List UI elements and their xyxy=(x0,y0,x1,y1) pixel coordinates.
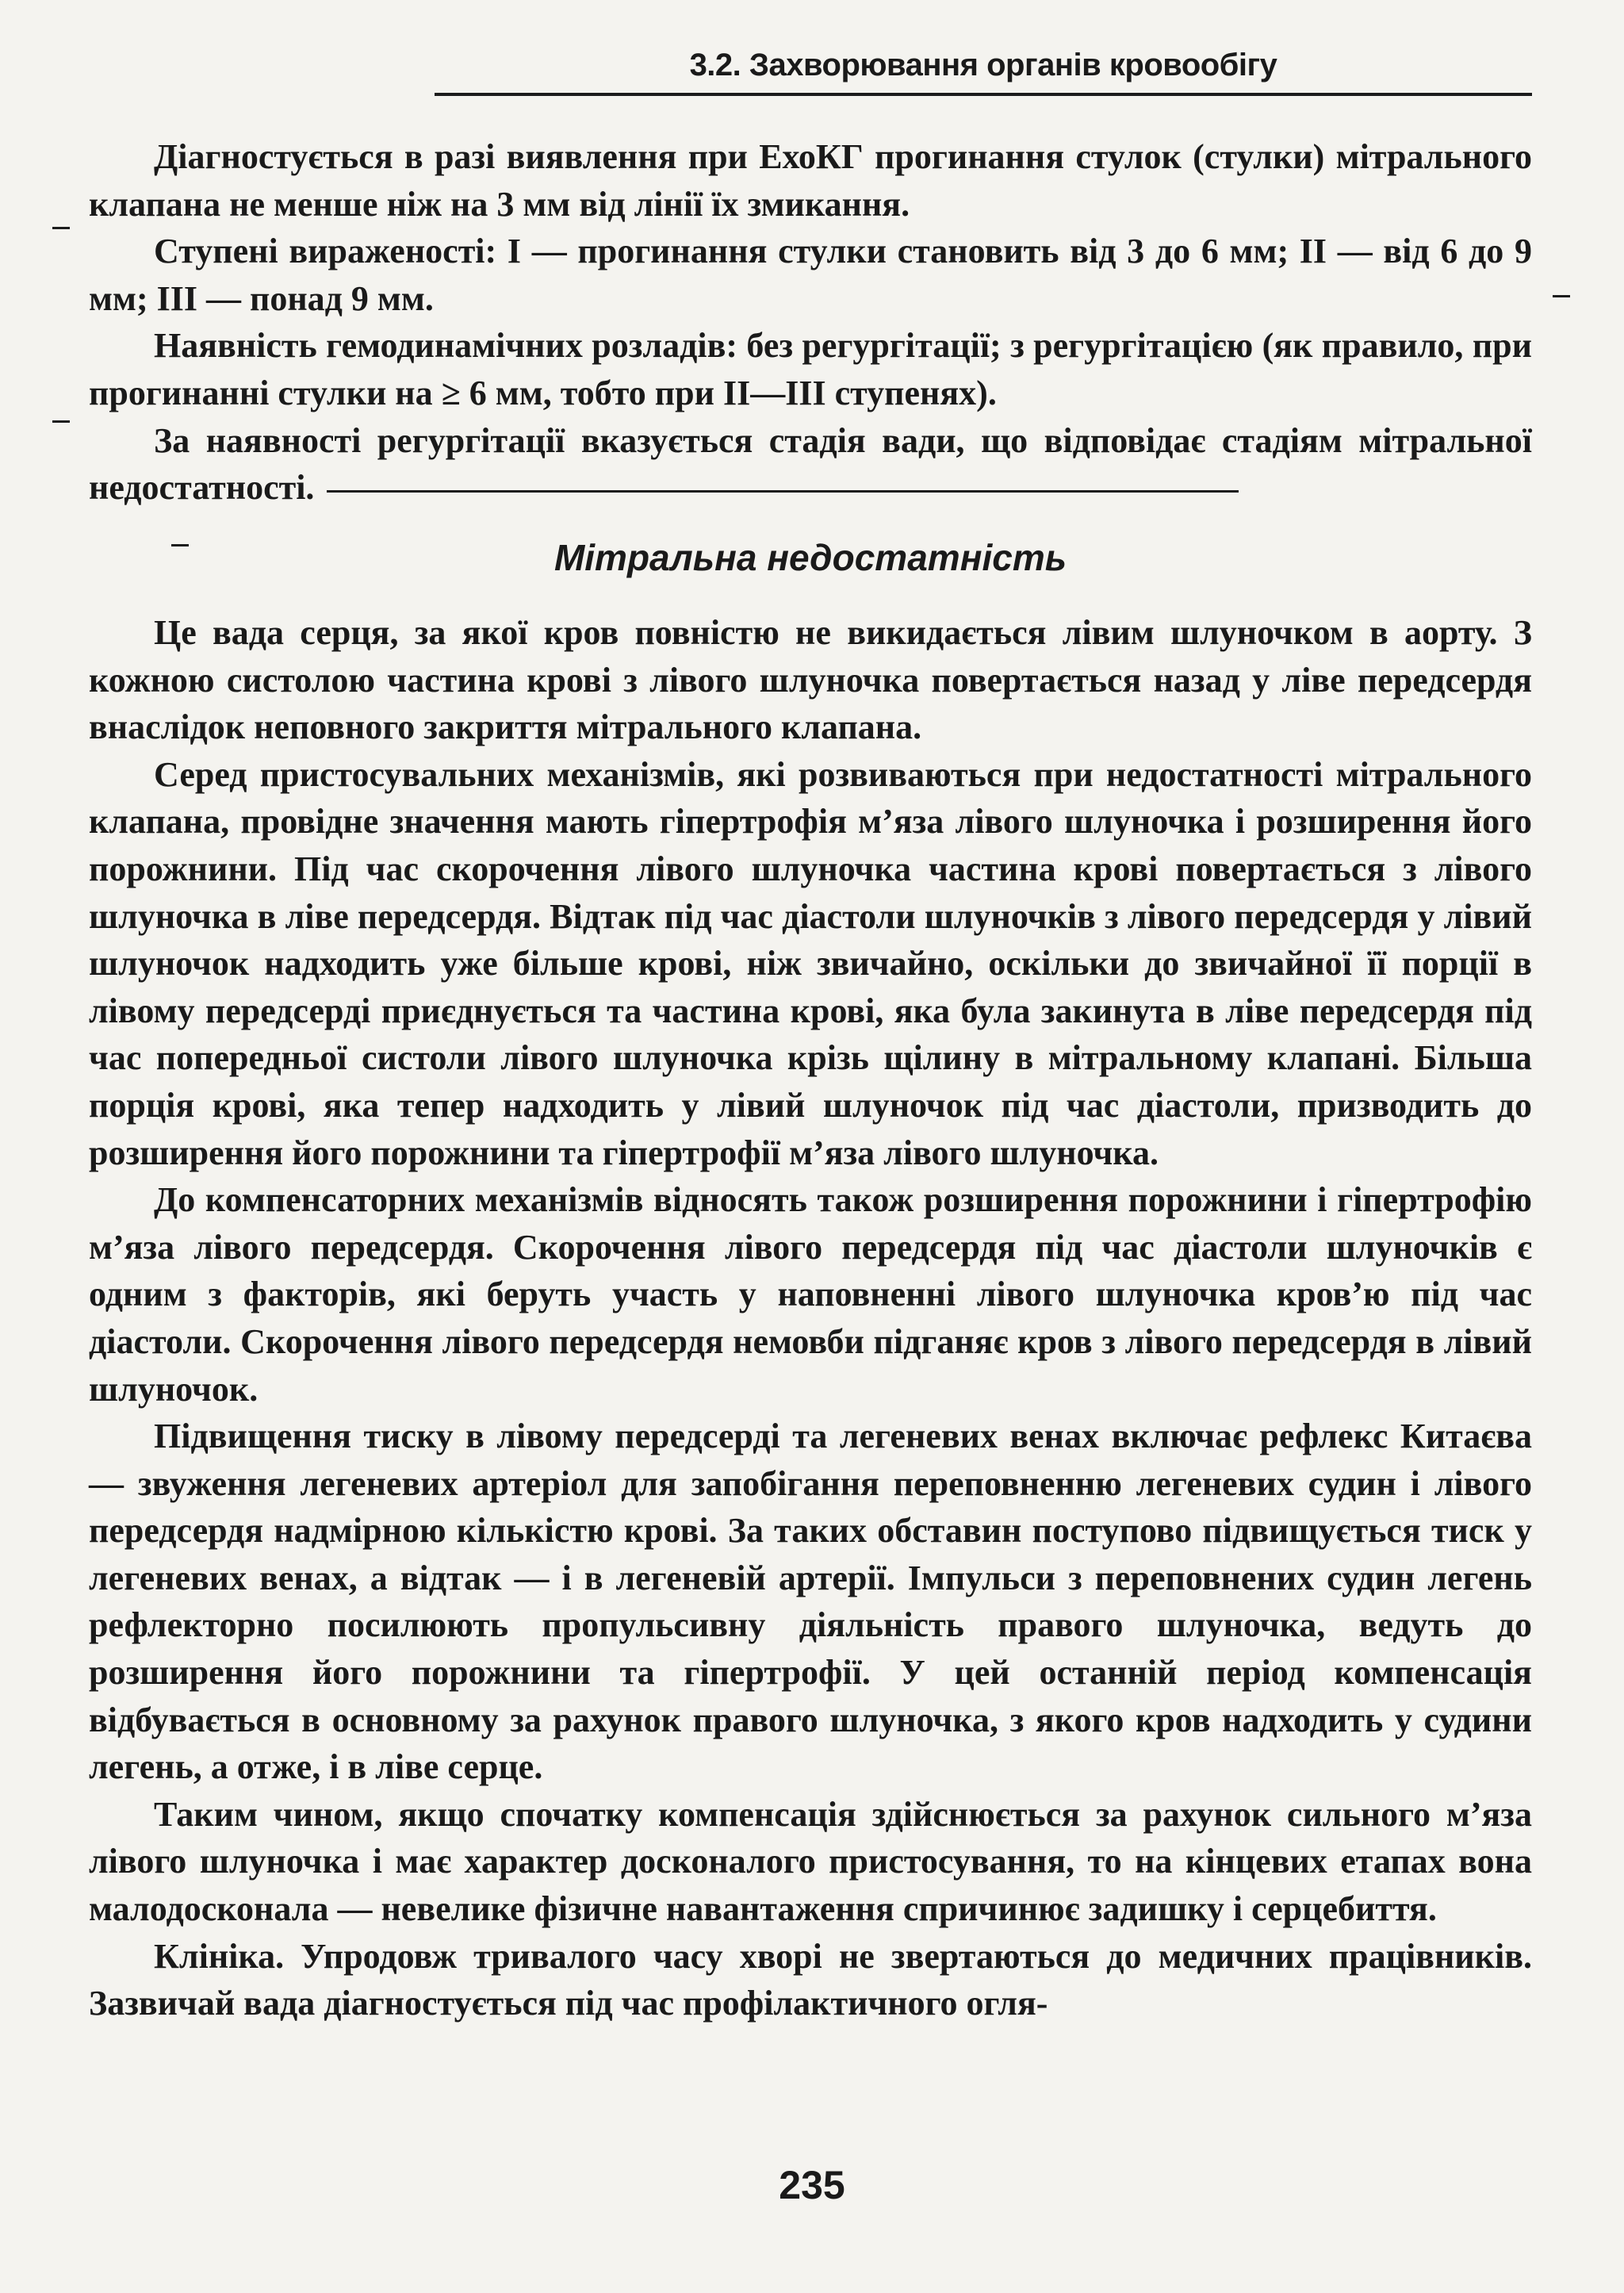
running-head-title: 3.2. Захворювання органів кровообігу xyxy=(435,48,1532,96)
margin-mark xyxy=(52,227,70,229)
section-heading: Мітральна недостатність xyxy=(553,537,1067,578)
page-number: 235 xyxy=(779,2163,845,2207)
intro-text xyxy=(89,133,1532,512)
clinic-label: Клініка. xyxy=(154,1936,285,1976)
clinic-text: Упродовж тривалого часу хворі не звертаються до медичних працівників. Зазвичай вада діагностується під час профілактичного огля- xyxy=(89,1936,1532,2023)
paragraph: До компенсаторних механізмів відносять також розширення порожнини і гіпертрофію м’яза лівого передсердя. Скорочення лівого передсердя під час діастоли шлуночків є одним з факторів, які беруть участь у наповненні лівого шлуночка кров’ю під час діастоли. Скорочення лівого передсердя немовби підганяє кров з лівого передсердя в лівий шлуночок. xyxy=(89,1180,1532,1409)
paragraph: Це вада серця, за якої кров повністю не викидається лівим шлуночком в аорту. З кожною систолою частина крові з лівого шлуночка повертається назад у ліве передсердя внаслідок неповного закриття мітрального клапана. xyxy=(89,613,1532,747)
paragraph-with-end-rule xyxy=(89,417,1532,512)
paragraph: Підвищення тиску в лівому передсерді та легеневих венах включає рефлекс Китаєва — звуження легеневих артеріол для запобігання переповненню легеневих судин і лівого передсердя надмірною кількістю крові. За таких обставин поступово підвищується тиск у легеневих венах, а відтак — і в легеневій артерії. Імпульси з переповнених судин легень рефлекторно посилюють пропульсивну діяльність правого шлуночка, ведуть до розширення його порожнини та гіпертрофії. У цей останній період компенсація відбувається в основному за рахунок правого шлуночка, з якого кров надходить у судини легень, а отже, і в ліве серце. xyxy=(89,1417,1532,1787)
paragraph: Таким чином, якщо спочатку компенсація здійснюється за рахунок сильного м’яза лівого шлуночка і має характер досконалого пристосування, то на кінцевих етапах вона малодосконала — невелике фізичне навантаження спричинює задишку і серцебиття. xyxy=(89,1794,1532,1929)
end-rule xyxy=(327,490,1239,493)
paragraph: Серед пристосувальних механізмів, які розвиваються при недостатності мітрального клапана, провідне значення мають гіпертрофія м’яза лівого шлуночка і розширення його порожнини. Під час скорочення лівого шлуночка частина крові повертається з лівого шлуночка в ліве передсердя. Відтак під час діастоли шлуночків з лівого передсердя у лівий шлуночок надходить уже більше крові, ніж звичайно, оскільки до звичайної її порції в лівому передсерді приєднується та частина крові, яка була закинута в ліве передсердя під час попередньої систоли лівого шлуночка крізь щілину в мітральному клапані. Більша порція крові, яка тепер надходить у лівий шлуночок під час діастоли, призводить до розширення його порожнини та гіпертрофії м’яза лівого шлуночка. xyxy=(89,754,1532,1172)
section-text xyxy=(89,609,1532,2027)
paragraph: Ступені вираженості: I — прогинання стулки становить від 3 до 6 мм; II — від 6 до 9 мм; III — понад 9 мм. xyxy=(89,232,1532,318)
paragraph: Наявність гемодинамічних розладів: без регургітації; з регургітацією (як правило, при прогинанні стулки на ≥ 6 мм, тобто при II—III ступенях). xyxy=(89,326,1532,412)
paragraph: Діагностується в разі виявлення при ЕхоКГ прогинання стулок (стулки) мітрального клапана не менше ніж на 3 мм від лінії їх змикання. xyxy=(89,137,1532,224)
margin-mark xyxy=(52,420,70,423)
paragraph-text: За наявності регургітації вказується стадія вади, що відповідає стадіям мітральної недостатності. xyxy=(89,420,1532,508)
margin-mark xyxy=(1553,295,1570,297)
clinic-paragraph xyxy=(89,1933,1532,2027)
